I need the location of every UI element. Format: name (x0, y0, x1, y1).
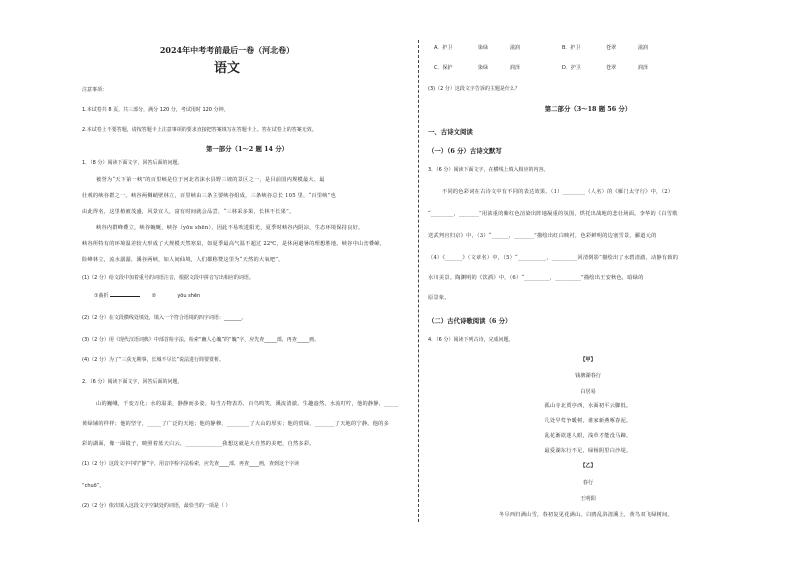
poem-a-title: 钱塘湖春行 (575, 373, 601, 379)
poem-line: 最爱湖东行不足，绿杨阴里白沙堤。 (544, 448, 632, 454)
poem-a-mark: 【甲】 (580, 357, 596, 363)
passage-line: 险峰林立，流水潺潺，溪谷两峡，如人间仙境，人们都称赞这里为“天然的大氧吧”。 (82, 257, 284, 263)
passage-line: 山的巍峨，千变万化；水的温柔，静静而多姿。每当万物表苏，百鸟鸣笑，溪流清澈，生趣盎然，水流叮咛，他的静静，_____ (96, 401, 399, 407)
question-prompt: 2．（6 分）阅读下面文字，回答后面的问题。 (82, 379, 183, 385)
pinyin-text: yōu shēn (177, 293, 201, 299)
passage-line: 被誉为“天下第一峡”的百里峡是位于河北省涞水县野三坡的景区之一，是目前国内规模最大、最 (96, 177, 325, 183)
part2-heading: 第二部分（3～18 题 56 分） (544, 105, 632, 113)
note-item: 2.本试卷上不要答题，请按答题卡上注意事项的要求直接把答案填写在答题卡上。答在试卷上的答案无效。 (82, 127, 317, 133)
poem-line: 乱花渐欲迷人眼，浅草才能没马蹄。 (544, 433, 632, 439)
passage-line: 黄绿铺的样样；他的坚守，_____了广泛的天地；他的静穆，________了大山的厚实；他的赏绿，_______了天地的宁静。他的多 (82, 421, 390, 427)
passage-line: 不同的色彩词在古诗文中有不同的表达效果。（1）________（人名）的《雁门太守行》中，（2） (442, 189, 674, 195)
section-heading: （二）古代诗歌阅读（6 分） (428, 317, 512, 325)
note-item: 1.本试卷共 8 页，共三部分，满分 120 分，考试用时 120 分钟。 (82, 107, 229, 113)
part1-heading: 第一部分（1～2 题 14 分） (206, 145, 288, 153)
sub-question: (1)（2 分）给文段中加着重号的词语注音，根据文段中拼音写出相应的词语。 (82, 275, 254, 281)
fill-label: ①曲折 (94, 293, 109, 299)
section-heading: （一）（6 分）古诗文默写 (428, 147, 502, 155)
sub-question: “chuō”。 (82, 483, 105, 489)
poem-b-mark: 【乙】 (580, 463, 596, 469)
passage-line: 水川美景。陶渊明的《饮酒》中，（6）“_________，_________”描绘出王安秋色，暗绿的 (428, 275, 644, 281)
column-divider (418, 40, 419, 522)
choice-option[interactable]: A．护卫 染绿 滋润 (434, 45, 521, 51)
poem-a-author: 白居易 (580, 389, 596, 395)
sub-question: (2)（2 分）在文段横线处填处，填入一个符合语境的四字词语：_______。 (82, 315, 247, 321)
passage-line: 峡谷所特有的环境温差较大形成了大规模天然寒泉，如夏季最高气温不超过 22℃，是休闲避暑的理想胜地。峡谷中山峦叠嶂， (82, 241, 386, 247)
subject-title: 语文 (213, 61, 240, 76)
fill-blank (110, 296, 140, 297)
sub-question: (3)（2 分）这段文字告诉的主题是什么？ (428, 86, 520, 92)
sub-question: (1)（2 分）这段文字中的“静”字，用音序检字法检索，应先查____部，再查____画，查到这个字读 (82, 461, 300, 467)
question-prompt: 1．（8 分）阅读下面文字，回答后面的问题。 (82, 160, 183, 166)
sub-question: (4)（2 分）为了“三获无期事，长城不尽长”说法进行简要赏析。 (82, 357, 225, 363)
choice-option[interactable]: D．护卫 苍翠 润泽 (562, 65, 649, 71)
choice-option[interactable]: B．护卫 苍翠 滋润 (562, 45, 649, 51)
poem-b-title: 春行 (582, 480, 594, 486)
question-prompt: 4．（6 分）阅读下列古诗，完成问题。 (428, 337, 514, 343)
passage-line: 原景象。 (428, 295, 450, 301)
question-prompt: 3．（6 分）阅读下面文字，在横线上填入相应的内容。 (428, 167, 549, 173)
choice-option[interactable]: C．保护 染绿 润泽 (434, 65, 521, 71)
fill-label: ② (151, 293, 157, 299)
poem-b-author: 王明阳 (580, 496, 596, 502)
passage-line: 送武判官归京》中，（3）“______，_______”描绘出红白映衬，色彩鲜明的边塞雪景。郦道元的 (428, 233, 657, 239)
sub-question: (3)（2 分）用《现代汉语词典》中部首检字法，检索“幽人心魄”的“魄”字，应先查_____部，再查_____画。 (82, 337, 320, 343)
exam-title: 2024年中考考前最后一卷（河北卷） (159, 45, 295, 55)
poem-line: 孤山寺北贾亭西，水面初平云脚低。 (544, 403, 632, 409)
fill-blank-row (94, 294, 200, 299)
passage-line: “________，_______”用浓重的紫红色渲染出阵地凝重的氛围，烘托出战地的悲壮场面。李华的《白雪歌 (428, 211, 678, 217)
sub-question: (2)（2 分）依次填入这段文字空缺处的词语，最恰当的一项是（ ） (82, 503, 231, 509)
section-heading: 一、古诗文阅读 (428, 128, 473, 136)
notes-heading: 注意事项： (82, 87, 108, 93)
passage-line: 壮观的峡谷群之一。峡谷两侧峭壁林立，百里峡由三条主要峡谷组成，三条峡谷总长 105 里，“百里峡”也 (82, 193, 337, 199)
passage-line: 峡谷内群峰叠立，峡谷蜿蜒，峡谷（yōu shēn），因此不易吹进阳光，夏季时峡谷内阴凉，生态环境保持良好。 (96, 225, 364, 231)
passage-line: （4）《______》（文章名）中，（5）“__________，_________回清倒影”描绘出了水碧清澈，动静有致的 (428, 255, 679, 261)
passage-line: 彩的湖面，像一面镜子，映照着蓝天白云，_____________我想这就是大自然的美吧，自然多彩。 (82, 441, 315, 447)
poem-line: 冬尽西归满山雪，春初复见花满山。白鸥乱浴清溪上，黄鸟双飞绿树间。 (498, 512, 673, 518)
poem-line: 几处早莺争暖树，谁家新燕啄春泥。 (544, 418, 632, 424)
passage-line: 由此得名，这里植被茂盛，风景宜人，富有时间就会品尝，“三林采多果，长林不长果”。 (82, 209, 295, 215)
